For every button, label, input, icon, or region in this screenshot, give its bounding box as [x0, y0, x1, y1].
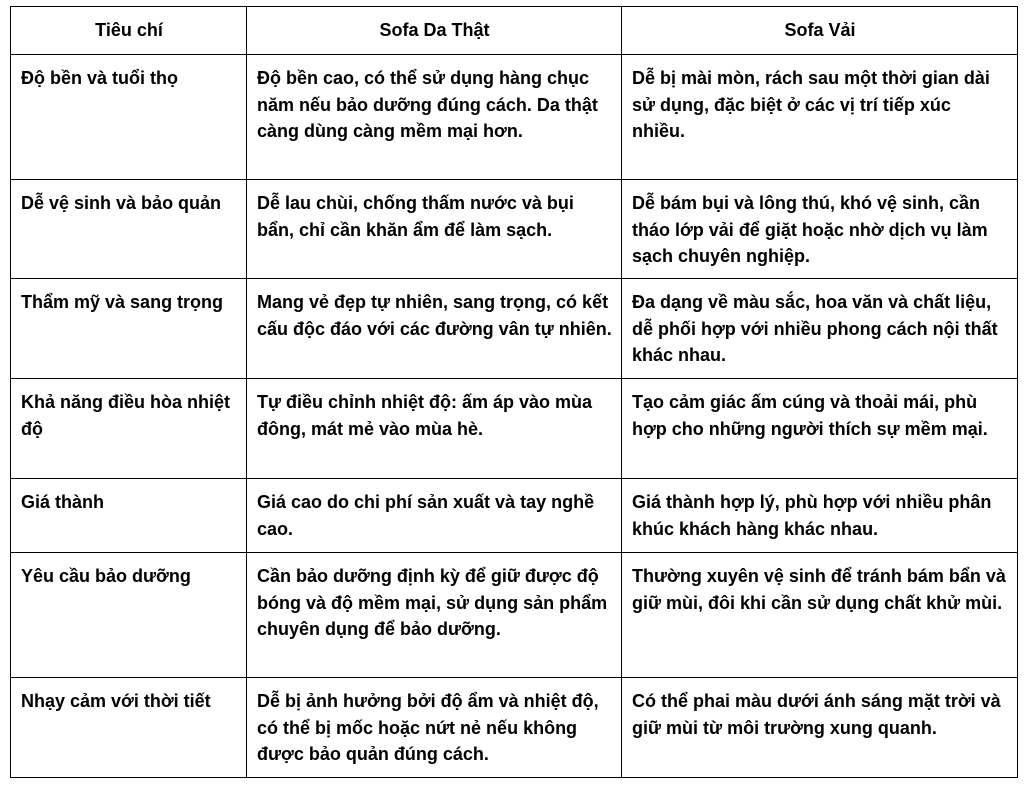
leather-cell: Dễ lau chùi, chống thấm nước và bụi bẩn, chỉ cần khăn ẩm để làm sạch.: [247, 180, 622, 279]
header-leather-sofa: Sofa Da Thật: [247, 7, 622, 55]
leather-cell: Giá cao do chi phí sản xuất và tay nghề cao.: [247, 479, 622, 553]
fabric-cell: Tạo cảm giác ấm cúng và thoải mái, phù hợp cho những người thích sự mềm mại.: [622, 379, 1018, 479]
table-row: [11, 379, 1018, 479]
leather-cell: Dễ bị ảnh hưởng bởi độ ẩm và nhiệt độ, có thể bị mốc hoặc nứt nẻ nếu không được bảo quản đúng cách.: [247, 678, 622, 778]
fabric-cell: Dễ bám bụi và lông thú, khó vệ sinh, cần tháo lớp vải để giặt hoặc nhờ dịch vụ làm sạch chuyên nghiệp.: [622, 180, 1018, 279]
criteria-cell: Dễ vệ sinh và bảo quản: [11, 180, 247, 279]
fabric-cell: Giá thành hợp lý, phù hợp với nhiều phân khúc khách hàng khác nhau.: [622, 479, 1018, 553]
fabric-cell: Đa dạng về màu sắc, hoa văn và chất liệu, dễ phối hợp với nhiều phong cách nội thất khác nhau.: [622, 279, 1018, 379]
fabric-cell: Có thể phai màu dưới ánh sáng mặt trời và giữ mùi từ môi trường xung quanh.: [622, 678, 1018, 778]
criteria-cell: Thẩm mỹ và sang trọng: [11, 279, 247, 379]
criteria-cell: Giá thành: [11, 479, 247, 553]
header-criteria: Tiêu chí: [11, 7, 247, 55]
criteria-cell: Độ bền và tuổi thọ: [11, 55, 247, 180]
leather-cell: Tự điều chỉnh nhiệt độ: ấm áp vào mùa đông, mát mẻ vào mùa hè.: [247, 379, 622, 479]
table-row: [11, 279, 1018, 379]
criteria-cell: Yêu cầu bảo dưỡng: [11, 553, 247, 678]
leather-cell: Độ bền cao, có thể sử dụng hàng chục năm nếu bảo dưỡng đúng cách. Da thật càng dùng càng mềm mại hơn.: [247, 55, 622, 180]
criteria-cell: Nhạy cảm với thời tiết: [11, 678, 247, 778]
table-row: [11, 479, 1018, 553]
header-fabric-sofa: Sofa Vải: [622, 7, 1018, 55]
comparison-table: [10, 6, 1018, 778]
fabric-cell: Thường xuyên vệ sinh để tránh bám bẩn và giữ mùi, đôi khi cần sử dụng chất khử mùi.: [622, 553, 1018, 678]
fabric-cell: Dễ bị mài mòn, rách sau một thời gian dài sử dụng, đặc biệt ở các vị trí tiếp xúc nhiều.: [622, 55, 1018, 180]
table-row: [11, 180, 1018, 279]
table-row: [11, 553, 1018, 678]
leather-cell: Mang vẻ đẹp tự nhiên, sang trọng, có kết cấu độc đáo với các đường vân tự nhiên.: [247, 279, 622, 379]
table-row: [11, 678, 1018, 778]
header-row: [11, 7, 1018, 55]
leather-cell: Cần bảo dưỡng định kỳ để giữ được độ bóng và độ mềm mại, sử dụng sản phẩm chuyên dụng để bảo dưỡng.: [247, 553, 622, 678]
table-row: [11, 55, 1018, 180]
criteria-cell: Khả năng điều hòa nhiệt độ: [11, 379, 247, 479]
